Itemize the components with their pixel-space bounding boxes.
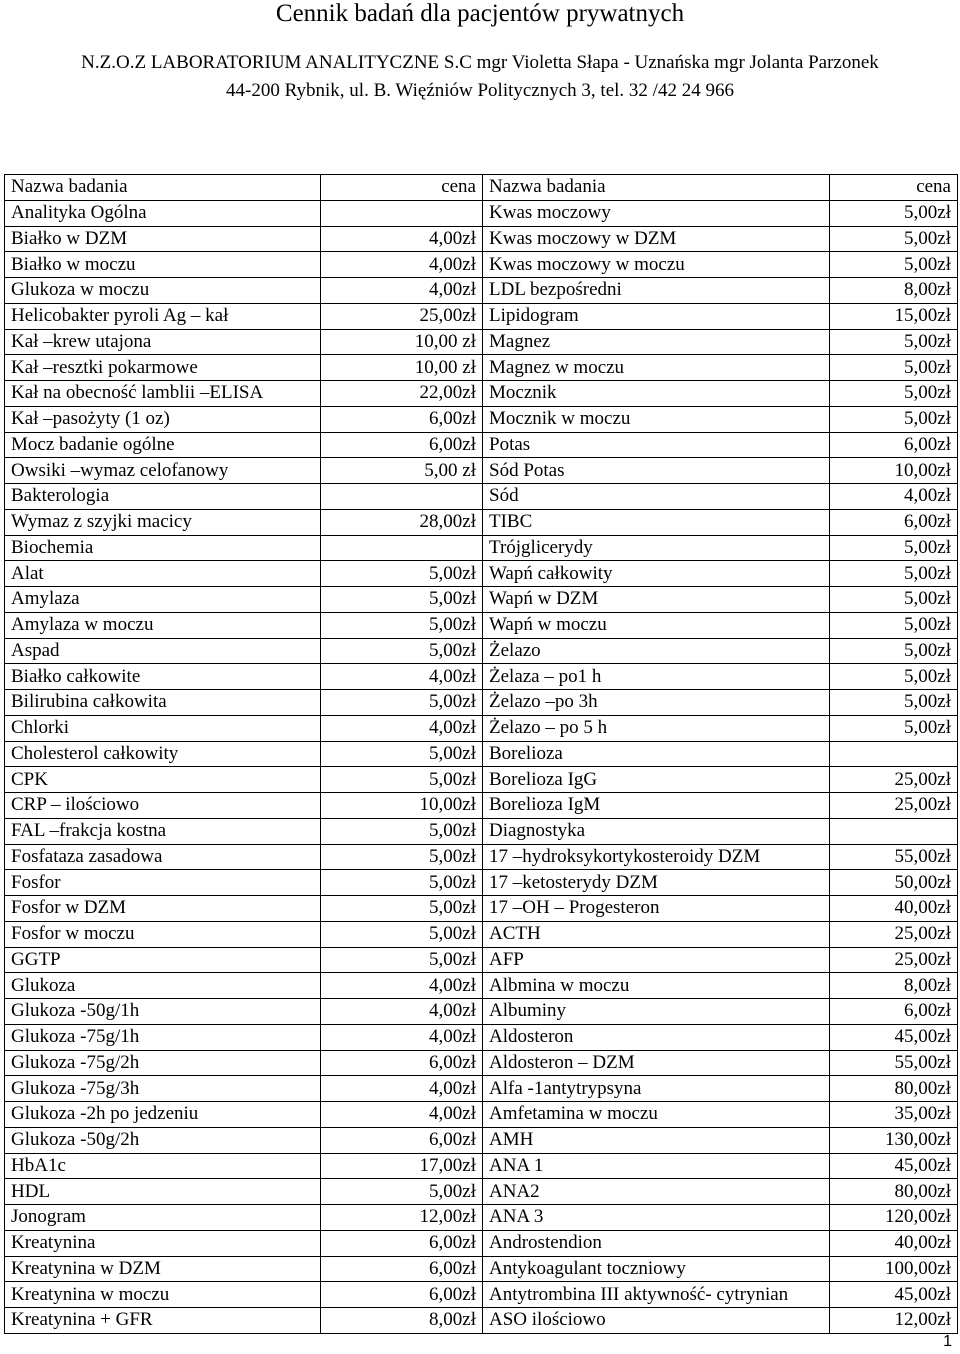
test-name-left: Glukoza -2h po jedzeniu: [5, 1102, 321, 1128]
price-left: 5,00zł: [321, 947, 483, 973]
test-name-left: Glukoza -50g/1h: [5, 999, 321, 1025]
price-right: 10,00zł: [830, 458, 958, 484]
table-row: [5, 200, 958, 226]
table-row: [5, 406, 958, 432]
test-name-right: Żelazo: [483, 638, 830, 664]
test-name-right: ANA 1: [483, 1153, 830, 1179]
price-left: 12,00zł: [321, 1205, 483, 1231]
price-left: 4,00zł: [321, 664, 483, 690]
price-left: 5,00zł: [321, 741, 483, 767]
test-name-right: Mocznik: [483, 381, 830, 407]
test-name-right: Wapń całkowity: [483, 561, 830, 587]
table-row: [5, 973, 958, 999]
price-right: 6,00zł: [830, 999, 958, 1025]
test-name-left: Glukoza -75g/3h: [5, 1076, 321, 1102]
test-name-right: Magnez w moczu: [483, 355, 830, 381]
test-name-right: 17 –OH – Progesteron: [483, 896, 830, 922]
table-row: [5, 381, 958, 407]
price-right: 5,00zł: [830, 561, 958, 587]
test-name-left: Aspad: [5, 638, 321, 664]
table-row: [5, 921, 958, 947]
price-right: 25,00zł: [830, 767, 958, 793]
test-name-left: Białko w moczu: [5, 252, 321, 278]
price-left: 4,00zł: [321, 999, 483, 1025]
price-right: 25,00zł: [830, 793, 958, 819]
table-row: [5, 561, 958, 587]
table-row: [5, 432, 958, 458]
price-left: 25,00zł: [321, 303, 483, 329]
price-left: 5,00zł: [321, 818, 483, 844]
price-right: 8,00zł: [830, 973, 958, 999]
price-left: 6,00zł: [321, 432, 483, 458]
price-right: 45,00zł: [830, 1282, 958, 1308]
table-row: [5, 355, 958, 381]
table-row: [5, 715, 958, 741]
test-name-left: Glukoza -50g/2h: [5, 1127, 321, 1153]
price-left: 5,00zł: [321, 638, 483, 664]
test-name-right: Potas: [483, 432, 830, 458]
test-name-left: Wymaz z szyjki macicy: [5, 509, 321, 535]
table-row: [5, 1205, 958, 1231]
table-row: [5, 1102, 958, 1128]
test-name-left: Glukoza -75g/2h: [5, 1050, 321, 1076]
test-name-left: Kreatynina w DZM: [5, 1256, 321, 1282]
price-left: 4,00zł: [321, 226, 483, 252]
price-right: 6,00zł: [830, 432, 958, 458]
price-right: 6,00zł: [830, 509, 958, 535]
test-name-right: Wapń w moczu: [483, 612, 830, 638]
table-row: [5, 664, 958, 690]
price-left: 5,00zł: [321, 767, 483, 793]
table-row: [5, 896, 958, 922]
table-row: [5, 1076, 958, 1102]
price-left: 5,00zł: [321, 690, 483, 716]
table-row: [5, 1230, 958, 1256]
price-right: 5,00zł: [830, 587, 958, 613]
table-row: [5, 1179, 958, 1205]
price-left: 28,00zł: [321, 509, 483, 535]
table-row: [5, 535, 958, 561]
table-row: [5, 793, 958, 819]
price-table-body: [5, 175, 958, 1334]
price-left: 6,00zł: [321, 1230, 483, 1256]
test-name-left: GGTP: [5, 947, 321, 973]
price-left: 4,00zł: [321, 1076, 483, 1102]
test-name-right: Diagnostyka: [483, 818, 830, 844]
test-name-right: ACTH: [483, 921, 830, 947]
price-left: 6,00zł: [321, 1256, 483, 1282]
test-name-right: ANA 3: [483, 1205, 830, 1231]
price-right: 5,00zł: [830, 535, 958, 561]
table-row: [5, 1024, 958, 1050]
table-row: [5, 1282, 958, 1308]
price-left: 5,00zł: [321, 921, 483, 947]
test-name-left: Owsiki –wymaz celofanowy: [5, 458, 321, 484]
price-left: 4,00zł: [321, 1102, 483, 1128]
price-right: 80,00zł: [830, 1076, 958, 1102]
test-name-right: Sód: [483, 484, 830, 510]
price-right: 40,00zł: [830, 1230, 958, 1256]
price-right: 5,00zł: [830, 381, 958, 407]
test-name-right: AMH: [483, 1127, 830, 1153]
price-right: 5,00zł: [830, 690, 958, 716]
test-name-left: Kał –krew utajona: [5, 329, 321, 355]
price-left: 5,00zł: [321, 561, 483, 587]
test-name-left: Kał na obecność lamblii –ELISA: [5, 381, 321, 407]
price-right: 80,00zł: [830, 1179, 958, 1205]
test-name-left: Fosfor w moczu: [5, 921, 321, 947]
table-row: [5, 226, 958, 252]
table-header-row: [5, 175, 958, 201]
price-right: 5,00zł: [830, 715, 958, 741]
test-name-right: Antykoagulant toczniowy: [483, 1256, 830, 1282]
table-row: [5, 844, 958, 870]
table-row: [5, 587, 958, 613]
test-name-right: LDL bezpośredni: [483, 278, 830, 304]
price-right: 120,00zł: [830, 1205, 958, 1231]
test-name-right: TIBC: [483, 509, 830, 535]
price-right: 5,00zł: [830, 329, 958, 355]
table-row: [5, 741, 958, 767]
test-name-right: Albmina w moczu: [483, 973, 830, 999]
test-name-right: Amfetamina w moczu: [483, 1102, 830, 1128]
price-left: 5,00zł: [321, 587, 483, 613]
price-left: 6,00zł: [321, 1282, 483, 1308]
price-table: [4, 174, 958, 1334]
price-left: 5,00zł: [321, 612, 483, 638]
price-left: 5,00zł: [321, 1179, 483, 1205]
test-name-left: Białko całkowite: [5, 664, 321, 690]
test-name-right: Borelioza: [483, 741, 830, 767]
table-row: [5, 638, 958, 664]
price-right: 55,00zł: [830, 1050, 958, 1076]
test-name-right: Borelioza IgM: [483, 793, 830, 819]
test-name-left: CPK: [5, 767, 321, 793]
table-row: [5, 1050, 958, 1076]
test-name-right: Lipidogram: [483, 303, 830, 329]
test-name-left: Alat: [5, 561, 321, 587]
price-left: [321, 484, 483, 510]
price-right: 12,00zł: [830, 1308, 958, 1334]
table-row: [5, 767, 958, 793]
header-test-name-left: Nazwa badania: [5, 175, 321, 201]
test-name-right: Wapń w DZM: [483, 587, 830, 613]
table-row: [5, 252, 958, 278]
price-right: 35,00zł: [830, 1102, 958, 1128]
price-left: 8,00zł: [321, 1308, 483, 1334]
price-right: 5,00zł: [830, 664, 958, 690]
price-right: 5,00zł: [830, 612, 958, 638]
test-name-left: Biochemia: [5, 535, 321, 561]
price-right: 5,00zł: [830, 226, 958, 252]
table-row: [5, 1127, 958, 1153]
price-left: 4,00zł: [321, 278, 483, 304]
table-row: [5, 509, 958, 535]
header-price-left: cena: [321, 175, 483, 201]
test-name-right: Sód Potas: [483, 458, 830, 484]
price-right: 8,00zł: [830, 278, 958, 304]
test-name-left: Helicobakter pyroli Ag – kał: [5, 303, 321, 329]
table-row: [5, 690, 958, 716]
header-test-name-right: Nazwa badania: [483, 175, 830, 201]
price-left: 4,00zł: [321, 973, 483, 999]
table-row: [5, 999, 958, 1025]
table-row: [5, 612, 958, 638]
page-number: 1: [943, 1333, 952, 1350]
test-name-left: HbA1c: [5, 1153, 321, 1179]
test-name-right: Mocznik w moczu: [483, 406, 830, 432]
test-name-left: Kreatynina + GFR: [5, 1308, 321, 1334]
price-left: 10,00 zł: [321, 329, 483, 355]
test-name-left: Fosfataza zasadowa: [5, 844, 321, 870]
header-price-right: cena: [830, 175, 958, 201]
table-row: [5, 303, 958, 329]
price-left: 6,00zł: [321, 406, 483, 432]
test-name-right: AFP: [483, 947, 830, 973]
price-right: 5,00zł: [830, 200, 958, 226]
test-name-right: Kwas moczowy w moczu: [483, 252, 830, 278]
test-name-right: Kwas moczowy: [483, 200, 830, 226]
price-left: 10,00zł: [321, 793, 483, 819]
price-right: 40,00zł: [830, 896, 958, 922]
price-left: 4,00zł: [321, 252, 483, 278]
table-row: [5, 947, 958, 973]
price-right: 5,00zł: [830, 638, 958, 664]
test-name-left: Kreatynina w moczu: [5, 1282, 321, 1308]
test-name-right: Trójglicerydy: [483, 535, 830, 561]
table-row: [5, 818, 958, 844]
price-right: 15,00zł: [830, 303, 958, 329]
price-left: 6,00zł: [321, 1050, 483, 1076]
lab-address: 44-200 Rybnik, ul. B. Więźniów Politycznych 3, tel. 32 /42 24 966: [226, 80, 734, 101]
test-name-left: Fosfor w DZM: [5, 896, 321, 922]
test-name-right: Żelazo – po 5 h: [483, 715, 830, 741]
table-row: [5, 870, 958, 896]
test-name-left: Bakterologia: [5, 484, 321, 510]
test-name-left: Analityka Ogólna: [5, 200, 321, 226]
test-name-right: Aldosteron: [483, 1024, 830, 1050]
price-left: [321, 200, 483, 226]
price-right: [830, 818, 958, 844]
table-row: [5, 329, 958, 355]
lab-name: N.Z.O.Z LABORATORIUM ANALITYCZNE S.C mgr Violetta Słapa - Uznańska mgr Jolanta Parzonek: [81, 52, 879, 73]
test-name-left: Kał –pasożyty (1 oz): [5, 406, 321, 432]
price-left: 22,00zł: [321, 381, 483, 407]
table-row: [5, 278, 958, 304]
test-name-right: Borelioza IgG: [483, 767, 830, 793]
page-title: Cennik badań dla pacjentów prywatnych: [275, 0, 685, 27]
test-name-right: Alfa -1antytrypsyna: [483, 1076, 830, 1102]
price-right: 4,00zł: [830, 484, 958, 510]
test-name-right: Albuminy: [483, 999, 830, 1025]
price-right: 25,00zł: [830, 921, 958, 947]
price-left: 5,00zł: [321, 870, 483, 896]
test-name-right: 17 –hydroksykortykosteroidy DZM: [483, 844, 830, 870]
price-left: 10,00 zł: [321, 355, 483, 381]
table-row: [5, 458, 958, 484]
test-name-left: Mocz badanie ogólne: [5, 432, 321, 458]
test-name-right: 17 –ketosterydy DZM: [483, 870, 830, 896]
price-left: 5,00zł: [321, 844, 483, 870]
test-name-left: Chlorki: [5, 715, 321, 741]
price-left: 17,00zł: [321, 1153, 483, 1179]
test-name-right: ASO ilościowo: [483, 1308, 830, 1334]
test-name-left: Glukoza -75g/1h: [5, 1024, 321, 1050]
price-left: 5,00 zł: [321, 458, 483, 484]
price-right: 55,00zł: [830, 844, 958, 870]
price-left: [321, 535, 483, 561]
test-name-right: Magnez: [483, 329, 830, 355]
price-left: 4,00zł: [321, 715, 483, 741]
price-right: 50,00zł: [830, 870, 958, 896]
test-name-left: Glukoza: [5, 973, 321, 999]
test-name-left: Glukoza w moczu: [5, 278, 321, 304]
price-right: 130,00zł: [830, 1127, 958, 1153]
test-name-right: Antytrombina III aktywność- cytrynian: [483, 1282, 830, 1308]
test-name-left: CRP – ilościowo: [5, 793, 321, 819]
test-name-left: Fosfor: [5, 870, 321, 896]
test-name-left: Bilirubina całkowita: [5, 690, 321, 716]
price-left: 4,00zł: [321, 1024, 483, 1050]
price-right: 25,00zł: [830, 947, 958, 973]
test-name-right: Kwas moczowy w DZM: [483, 226, 830, 252]
test-name-right: Androstendion: [483, 1230, 830, 1256]
price-right: 100,00zł: [830, 1256, 958, 1282]
test-name-right: ANA2: [483, 1179, 830, 1205]
table-row: [5, 1308, 958, 1334]
price-right: 5,00zł: [830, 355, 958, 381]
test-name-right: Żelazo –po 3h: [483, 690, 830, 716]
test-name-left: Jonogram: [5, 1205, 321, 1231]
table-row: [5, 1256, 958, 1282]
table-row: [5, 484, 958, 510]
price-left: 6,00zł: [321, 1127, 483, 1153]
price-right: 5,00zł: [830, 406, 958, 432]
test-name-left: Amylaza w moczu: [5, 612, 321, 638]
test-name-right: Aldosteron – DZM: [483, 1050, 830, 1076]
test-name-left: HDL: [5, 1179, 321, 1205]
test-name-left: Amylaza: [5, 587, 321, 613]
price-right: 45,00zł: [830, 1153, 958, 1179]
price-right: [830, 741, 958, 767]
test-name-left: FAL –frakcja kostna: [5, 818, 321, 844]
table-row: [5, 1153, 958, 1179]
price-left: 5,00zł: [321, 896, 483, 922]
test-name-left: Kał –resztki pokarmowe: [5, 355, 321, 381]
test-name-right: Żelaza – po1 h: [483, 664, 830, 690]
price-right: 45,00zł: [830, 1024, 958, 1050]
test-name-left: Kreatynina: [5, 1230, 321, 1256]
price-right: 5,00zł: [830, 252, 958, 278]
test-name-left: Białko w DZM: [5, 226, 321, 252]
test-name-left: Cholesterol całkowity: [5, 741, 321, 767]
